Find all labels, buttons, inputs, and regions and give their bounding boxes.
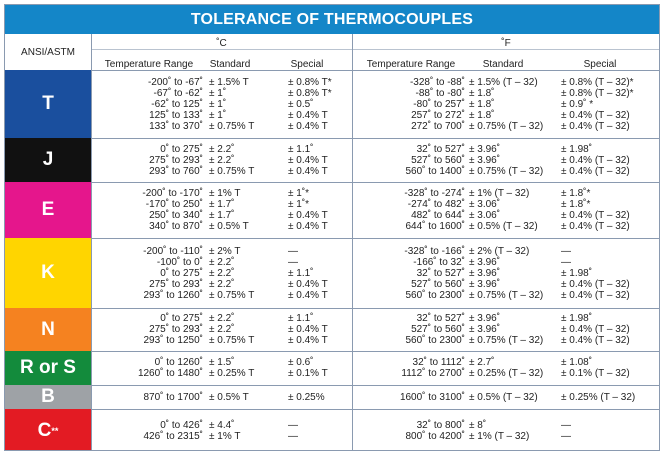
cell-f-range: -328˚ to -274˚ <box>404 188 465 199</box>
type-label: J <box>42 149 54 170</box>
cell-f-special: ± 0.8% (T – 32)* <box>561 88 634 99</box>
cell-c-standard: ± 1˚ <box>209 110 227 121</box>
cell-c-special: ± 0.8% T* <box>288 88 332 99</box>
type-divider <box>5 182 659 183</box>
cell-c-special: ± 0.4% T <box>288 155 328 166</box>
cell-c-special: ± 1˚* <box>288 188 310 199</box>
cell-f-range: -274˚ to 482˚ <box>407 199 465 210</box>
cell-c-special: ± 0.25% <box>288 392 325 403</box>
cell-f-range: -328˚ to -166˚ <box>404 246 465 257</box>
cell-c-standard: ± 2.2˚ <box>209 313 235 324</box>
cell-c-standard: ± 2.2˚ <box>209 268 235 279</box>
cell-f-standard: ± 1.8˚ <box>469 99 495 110</box>
cell-f-special: ± 0.4% (T – 32) <box>561 335 630 346</box>
cell-f-special: ± 0.8% (T – 32)* <box>561 77 634 88</box>
type-divider <box>5 385 659 386</box>
type-badge-n <box>5 308 91 351</box>
cell-f-standard: ± 1.5% (T – 32) <box>469 77 538 88</box>
cell-c-special: ± 0.4% T <box>288 121 328 132</box>
col-header-f-range: Temperature Range <box>366 59 456 70</box>
cell-c-standard: ± 1% T <box>209 188 241 199</box>
cell-c-standard: ± 1˚ <box>209 99 227 110</box>
type-divider <box>5 138 659 139</box>
cell-c-standard: ± 1% T <box>209 431 241 442</box>
cell-f-special: ± 0.4% (T – 32) <box>561 279 630 290</box>
cell-c-special: ± 0.4% T <box>288 335 328 346</box>
cell-f-special: ± 0.4% (T – 32) <box>561 290 630 301</box>
cell-c-standard: ± 0.5% T <box>209 221 249 232</box>
cell-c-standard: ± 1˚ <box>209 88 227 99</box>
cell-f-standard: ± 3.96˚ <box>469 279 501 290</box>
cell-f-special: ± 0.4% (T – 32) <box>561 121 630 132</box>
cell-c-standard: ± 0.75% T <box>209 335 255 346</box>
cell-c-special: ± 1.1˚ <box>288 268 314 279</box>
cell-f-standard: ± 0.75% (T – 32) <box>469 290 544 301</box>
cell-f-standard: ± 8˚ <box>469 420 487 431</box>
cell-f-standard: ± 2.7˚ <box>469 357 495 368</box>
cell-c-range: 0˚ to 1260˚ <box>154 357 203 368</box>
cell-f-special: ± 0.25% (T – 32) <box>561 392 636 403</box>
cell-f-special: ± 1.8˚* <box>561 199 591 210</box>
cell-c-range: -170˚ to 250˚ <box>145 199 203 210</box>
cell-c-range: -200˚ to -170˚ <box>142 188 203 199</box>
cell-c-range: 275˚ to 293˚ <box>149 279 203 290</box>
cell-c-range: 0˚ to 426˚ <box>160 420 203 431</box>
cell-c-range: 275˚ to 293˚ <box>149 155 203 166</box>
type-badge-r-or-s <box>5 351 91 385</box>
cell-c-special: ± 1.1˚ <box>288 313 314 324</box>
type-badge-b <box>5 385 91 409</box>
cell-f-special: ± 0.4% (T – 32) <box>561 324 630 335</box>
cell-f-standard: ± 3.96˚ <box>469 313 501 324</box>
cell-f-range: 527˚ to 560˚ <box>411 155 465 166</box>
cell-f-standard: ± 3.06˚ <box>469 210 501 221</box>
cell-f-special: ± 0.4% (T – 32) <box>561 221 630 232</box>
cell-c-standard: ± 0.75% T <box>209 290 255 301</box>
cell-f-range: 800˚ to 4200˚ <box>405 431 465 442</box>
cell-f-range: 482˚ to 644˚ <box>411 210 465 221</box>
cell-f-special: ± 1.8˚* <box>561 188 591 199</box>
cell-f-special: ± 0.4% (T – 32) <box>561 166 630 177</box>
cell-c-special: ± 0.6˚ <box>288 357 314 368</box>
cell-c-special: ± 1˚* <box>288 199 310 210</box>
cell-c-range: 125˚ to 133˚ <box>149 110 203 121</box>
type-label-superscript: ** <box>51 425 59 436</box>
cell-f-standard: ± 1.8˚ <box>469 88 495 99</box>
cell-f-standard: ± 2% (T – 32) <box>469 246 530 257</box>
cell-f-range: 560˚ to 2300˚ <box>405 290 465 301</box>
cell-c-standard: ± 0.75% T <box>209 166 255 177</box>
cell-c-range: 0˚ to 275˚ <box>160 313 203 324</box>
cell-f-standard: ± 1% (T – 32) <box>469 431 530 442</box>
ansi-astm-header: ANSI/ASTM <box>21 46 75 58</box>
cell-c-standard: ± 2.2˚ <box>209 257 235 268</box>
cell-c-special: — <box>288 246 298 257</box>
cell-f-range: 560˚ to 1400˚ <box>405 166 465 177</box>
cell-f-special: — <box>561 420 571 431</box>
type-divider <box>5 351 659 352</box>
type-divider <box>5 308 659 309</box>
cell-f-range: 32˚ to 800˚ <box>416 420 465 431</box>
cell-c-range: 426˚ to 2315˚ <box>143 431 203 442</box>
cell-c-range: -62˚ to 125˚ <box>151 99 203 110</box>
tolerance-table <box>4 4 660 451</box>
celsius-unit-header: ˚C <box>216 38 227 49</box>
cell-c-standard: ± 0.25% T <box>209 368 255 379</box>
cell-f-range: 527˚ to 560˚ <box>411 279 465 290</box>
cell-f-range: 32˚ to 1112˚ <box>412 357 465 368</box>
type-label: E <box>41 199 55 220</box>
cell-c-special: ± 0.4% T <box>288 110 328 121</box>
cell-f-special: — <box>561 431 571 442</box>
cell-c-range: 133˚ to 370˚ <box>149 121 203 132</box>
cell-f-standard: ± 3.96˚ <box>469 324 501 335</box>
cell-c-special: — <box>288 431 298 442</box>
cell-c-special: — <box>288 257 298 268</box>
cell-f-standard: ± 3.96˚ <box>469 144 501 155</box>
col-header-f-special: Special <box>583 59 617 70</box>
cell-f-range: 32˚ to 527˚ <box>416 268 465 279</box>
cell-c-standard: ± 0.5% T <box>209 392 249 403</box>
cell-f-range: 272˚ to 700˚ <box>411 121 465 132</box>
col-header-c-standard: Standard <box>209 59 251 70</box>
cell-c-standard: ± 1.7˚ <box>209 199 235 210</box>
cell-c-range: 0˚ to 275˚ <box>160 268 203 279</box>
cell-f-range: -328˚ to -88˚ <box>409 77 465 88</box>
cell-f-standard: ± 0.75% (T – 32) <box>469 166 544 177</box>
cell-f-range: 644˚ to 1600˚ <box>405 221 465 232</box>
cell-f-special: ± 0.4% (T – 32) <box>561 110 630 121</box>
type-label: N <box>41 318 55 340</box>
cell-f-special: ± 1.98˚ <box>561 144 593 155</box>
cell-f-special: ± 0.1% (T – 32) <box>561 368 630 379</box>
cell-f-standard: ± 0.25% (T – 32) <box>469 368 544 379</box>
type-divider <box>5 238 659 239</box>
col-header-c-range: Temperature Range <box>104 59 194 70</box>
cell-c-range: 870˚ to 1700˚ <box>143 392 203 403</box>
cell-c-special: ± 0.1% T <box>288 368 328 379</box>
cell-f-standard: ± 0.5% (T – 32) <box>469 221 538 232</box>
header-divider <box>5 70 659 71</box>
cell-f-range: -88˚ to -80˚ <box>415 88 465 99</box>
cell-f-standard: ± 0.5% (T – 32) <box>469 392 538 403</box>
cell-c-special: ± 0.4% T <box>288 324 328 335</box>
cell-f-special: — <box>561 246 571 257</box>
cell-c-standard: ± 2.2˚ <box>209 144 235 155</box>
cell-c-special: — <box>288 420 298 431</box>
type-badge-k <box>5 238 91 308</box>
cell-f-range: 1112˚ to 2700˚ <box>401 368 465 379</box>
cell-c-special: ± 0.5˚ <box>288 99 314 110</box>
cell-c-standard: ± 1.5˚ <box>209 357 235 368</box>
cell-c-range: 0˚ to 275˚ <box>160 144 203 155</box>
cell-f-standard: ± 0.75% (T – 32) <box>469 335 544 346</box>
cell-c-range: 340˚ to 870˚ <box>149 221 203 232</box>
cell-c-special: ± 0.8% T* <box>288 77 332 88</box>
type-label: B <box>41 386 55 407</box>
type-badge-t <box>5 70 91 138</box>
cell-f-range: 32˚ to 527˚ <box>416 144 465 155</box>
unit-divider <box>91 49 659 50</box>
type-badge-j <box>5 138 91 182</box>
cell-c-range: 293˚ to 760˚ <box>149 166 203 177</box>
cell-f-range: 257˚ to 272˚ <box>411 110 465 121</box>
cell-f-standard: ± 1.8˚ <box>469 110 495 121</box>
cell-c-special: ± 0.4% T <box>288 279 328 290</box>
cell-f-standard: ± 1% (T – 32) <box>469 188 530 199</box>
col-header-f-standard: Standard <box>482 59 524 70</box>
cell-f-standard: ± 0.75% (T – 32) <box>469 121 544 132</box>
cell-c-standard: ± 0.75% T <box>209 121 255 132</box>
cell-f-special: ± 1.98˚ <box>561 268 593 279</box>
type-label: T <box>42 93 54 114</box>
cell-f-standard: ± 3.06˚ <box>469 199 501 210</box>
fahrenheit-unit-header: ˚F <box>501 38 511 49</box>
cell-f-range: 527˚ to 560˚ <box>411 324 465 335</box>
cell-c-special: ± 0.4% T <box>288 221 328 232</box>
cell-c-standard: ± 2.2˚ <box>209 155 235 166</box>
cell-f-special: ± 0.4% (T – 32) <box>561 155 630 166</box>
cell-f-special: ± 0.9˚ * <box>561 99 594 110</box>
cell-c-standard: ± 2.2˚ <box>209 324 235 335</box>
cell-f-standard: ± 3.96˚ <box>469 257 501 268</box>
cell-f-range: 560˚ to 2300˚ <box>405 335 465 346</box>
cell-c-range: -100˚ to 0˚ <box>156 257 203 268</box>
cell-c-standard: ± 2.2˚ <box>209 279 235 290</box>
cell-c-range: -67˚ to -62˚ <box>153 88 203 99</box>
cell-f-special: ± 1.08˚ <box>561 357 593 368</box>
type-label: K <box>41 262 55 283</box>
cell-f-range: -80˚ to 257˚ <box>413 99 465 110</box>
cell-f-range: 1600˚ to 3100˚ <box>399 392 465 403</box>
cell-c-special: ± 0.4% T <box>288 166 328 177</box>
cell-f-range: 32˚ to 527˚ <box>416 313 465 324</box>
cell-c-special: ± 1.1˚ <box>288 144 314 155</box>
cell-f-standard: ± 3.96˚ <box>469 155 501 166</box>
cell-c-special: ± 0.4% T <box>288 290 328 301</box>
cell-c-range: 293˚ to 1260˚ <box>143 290 203 301</box>
cell-c-range: 293˚ to 1250˚ <box>143 335 203 346</box>
table-title: TOLERANCE OF THERMOCOUPLES <box>5 5 659 34</box>
cell-c-range: 1260˚ to 1480˚ <box>137 368 203 379</box>
cell-f-standard: ± 3.96˚ <box>469 268 501 279</box>
type-divider <box>5 409 659 410</box>
col-header-c-special: Special <box>290 59 324 70</box>
cell-c-standard: ± 1.7˚ <box>209 210 235 221</box>
cell-f-special: ± 1.98˚ <box>561 313 593 324</box>
cell-c-standard: ± 1.5% T <box>209 77 249 88</box>
cell-c-standard: ± 2% T <box>209 246 241 257</box>
cell-c-range: -200˚ to -110˚ <box>143 246 203 257</box>
cell-f-special: ± 0.4% (T – 32) <box>561 210 630 221</box>
type-label: C <box>37 419 52 441</box>
cell-f-special: — <box>561 257 571 268</box>
type-badge-e <box>5 182 91 238</box>
type-badge-c <box>5 409 91 451</box>
cell-c-range: -200˚ to -67˚ <box>147 77 203 88</box>
cell-c-range: 275˚ to 293˚ <box>149 324 203 335</box>
cell-c-special: ± 0.4% T <box>288 210 328 221</box>
cell-c-range: 250˚ to 340˚ <box>149 210 203 221</box>
cell-f-range: -166˚ to 32˚ <box>413 257 465 268</box>
cell-c-standard: ± 4.4˚ <box>209 420 235 431</box>
type-label: R or S <box>20 357 76 378</box>
